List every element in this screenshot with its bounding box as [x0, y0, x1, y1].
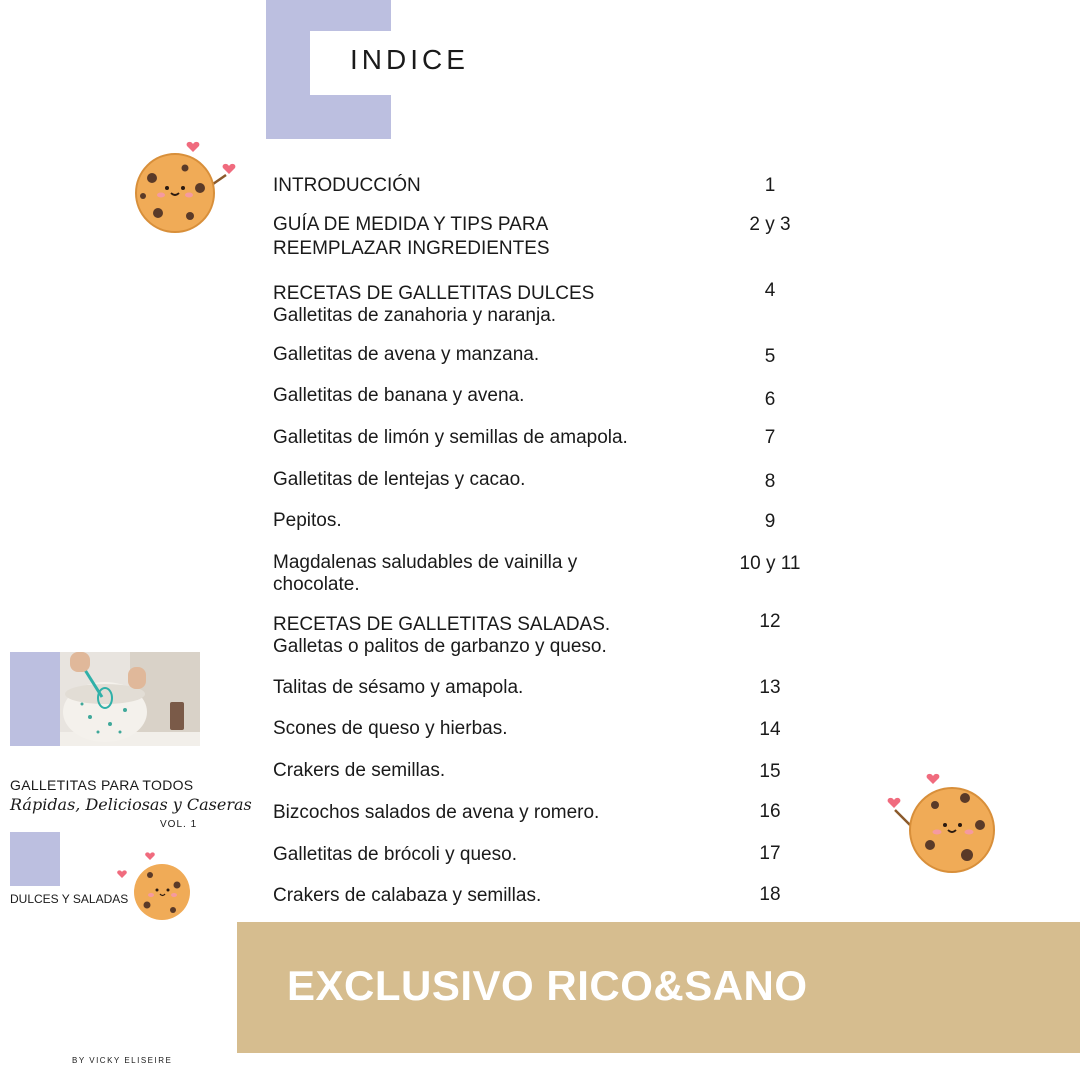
cover-subtitle: Rápidas, Deliciosas y Caseras — [10, 795, 252, 814]
toc-page-number: 4 — [764, 280, 776, 301]
toc-item-recetas-saladas[interactable]: RECETAS DE GALLETITAS SALADAS. Galletas o palitos de garbanzo y queso. — [273, 614, 611, 657]
toc-item[interactable]: Pepitos. — [273, 510, 342, 531]
toc-item[interactable]: Galletitas de avena y manzana. — [273, 344, 540, 365]
toc-page-number: 13 — [759, 677, 781, 698]
toc-item[interactable]: Talitas de sésamo y amapola. — [273, 677, 524, 698]
toc-item-guia[interactable]: GUÍA DE MEDIDA Y TIPS PARA REEMPLAZAR INGREDIENTES — [273, 214, 550, 259]
toc-item[interactable]: Magdalenas saludables de vainilla y chocolate. — [273, 552, 578, 595]
toc-page-number: 17 — [759, 843, 781, 864]
heart-icon — [145, 852, 155, 860]
cover-volume: VOL. 1 — [160, 819, 198, 830]
cover-title: GALLETITAS PARA TODOS — [10, 777, 194, 793]
toc-item[interactable]: Crakers de calabaza y semillas. — [273, 885, 542, 906]
toc-page-number: 6 — [764, 389, 776, 410]
toc-page-number: 16 — [759, 801, 781, 822]
toc-item[interactable]: Bizcochos salados de avena y romero. — [273, 802, 600, 823]
toc-page-number: 9 — [764, 511, 776, 532]
toc-page-number: 15 — [759, 761, 781, 782]
cookie-mascot-icon — [115, 850, 195, 922]
author-byline: BY VICKY ELISEIRE — [72, 1056, 173, 1065]
heart-icon — [927, 774, 940, 784]
toc-page-number: 8 — [764, 471, 776, 492]
toc-item[interactable]: Scones de queso y hierbas. — [273, 718, 508, 739]
cookie-mascot-icon — [130, 138, 240, 238]
cover-accent-block — [10, 652, 60, 746]
toc-page-number: 12 — [759, 611, 781, 632]
toc-page-number: 14 — [759, 719, 781, 740]
cookie-mascot-icon — [885, 770, 1000, 875]
cover-accent-block — [10, 832, 60, 886]
banner-text: EXCLUSIVO RICO&SANO — [287, 962, 808, 1009]
page-title: INDICE — [350, 44, 469, 75]
toc-item[interactable]: Galletitas de limón y semillas de amapola. — [273, 427, 628, 448]
heart-icon — [187, 142, 200, 152]
toc-item-introduccion[interactable]: INTRODUCCIÓN — [273, 175, 421, 196]
toc-page-number: 18 — [759, 884, 781, 905]
toc-item[interactable]: Crakers de semillas. — [273, 760, 446, 781]
toc-page-number: 7 — [764, 427, 776, 448]
heart-icon — [888, 798, 901, 808]
toc-page-number: 2 y 3 — [749, 214, 791, 235]
toc-page-number: 5 — [764, 346, 776, 367]
toc-item[interactable]: Galletitas de banana y avena. — [273, 385, 525, 406]
toc-item[interactable]: Galletitas de lentejas y cacao. — [273, 469, 526, 490]
heart-icon — [117, 870, 127, 878]
heart-icon — [223, 164, 236, 174]
toc-page-number: 10 y 11 — [739, 553, 801, 574]
cover-category: DULCES Y SALADAS — [10, 892, 129, 906]
toc-item-recetas-dulces[interactable]: RECETAS DE GALLETITAS DULCES Galletitas de zanahoria y naranja. — [273, 283, 595, 326]
toc-page-number: 1 — [764, 175, 776, 196]
toc-item[interactable]: Galletitas de brócoli y queso. — [273, 844, 517, 865]
